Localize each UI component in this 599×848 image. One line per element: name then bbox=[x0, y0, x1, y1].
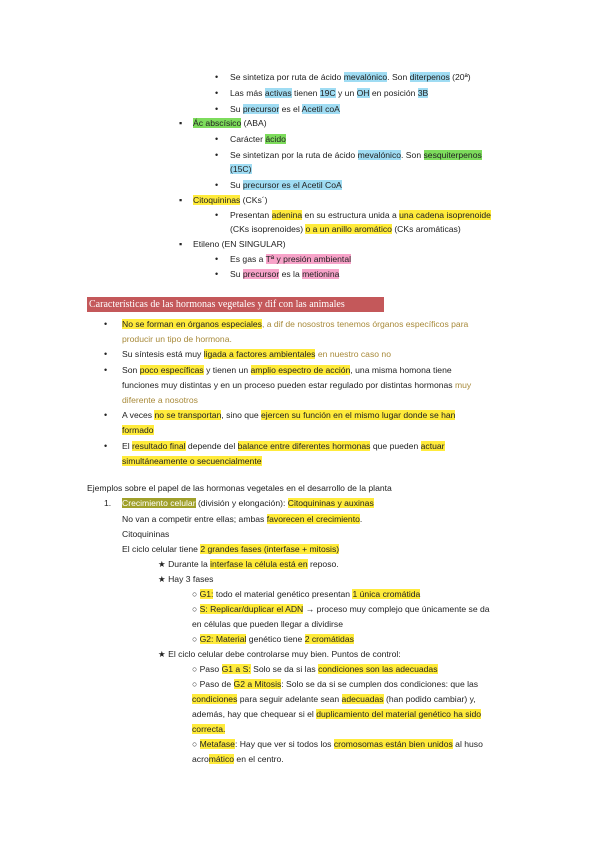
highlighted-text: precursor bbox=[242, 269, 280, 279]
highlighted-text: mevalónico bbox=[357, 150, 402, 160]
highlighted-text: actuar bbox=[420, 441, 445, 451]
text-run: reposo. bbox=[307, 559, 339, 569]
list-item bbox=[192, 708, 481, 720]
list-item bbox=[122, 348, 391, 360]
text-run: El bbox=[122, 441, 133, 451]
text-run: Carácter bbox=[230, 134, 266, 144]
highlighted-text: Acetil coA bbox=[301, 104, 340, 114]
highlighted-text: mevalónico bbox=[343, 72, 388, 82]
text-run: en posición bbox=[369, 88, 418, 98]
highlighted-text: OH bbox=[356, 88, 370, 98]
list-item bbox=[192, 588, 420, 600]
text-run: es el bbox=[279, 104, 302, 114]
highlighted-text: condiciones son las adecuadas bbox=[318, 664, 438, 674]
text-run: Ejemplos sobre el papel de las hormonas vegetales en el desarrollo de la planta bbox=[87, 483, 392, 493]
list-item bbox=[192, 603, 490, 615]
list-item bbox=[122, 333, 232, 345]
text-run: acro bbox=[192, 754, 209, 764]
list-item bbox=[230, 223, 461, 235]
text-run: además, hay que chequear si el bbox=[192, 709, 317, 719]
list-item bbox=[192, 738, 483, 750]
highlighted-text: simultáneamente o secuencialmente bbox=[122, 456, 262, 466]
text-run: (20ª) bbox=[449, 72, 471, 82]
text-run: No van a competir entre ellas; ambas bbox=[122, 514, 267, 524]
highlighted-text: producir un tipo de hormona. bbox=[122, 334, 232, 344]
text-run: Citoquininas bbox=[122, 529, 170, 539]
bullet: ▪ bbox=[179, 195, 183, 205]
paragraph bbox=[122, 513, 362, 525]
text-run: y un bbox=[335, 88, 357, 98]
highlighted-text: Citoquininas bbox=[193, 195, 241, 205]
list-item bbox=[230, 133, 286, 145]
text-run: en su estructura unida a bbox=[302, 210, 400, 220]
text-run: ★ Hay 3 fases bbox=[158, 574, 214, 584]
bullet: • bbox=[104, 349, 108, 359]
text-run: El ciclo celular tiene bbox=[122, 544, 201, 554]
highlighted-text: ligada a factores ambientales bbox=[203, 349, 316, 359]
text-run: Se sintetizan por la ruta de ácido bbox=[230, 150, 358, 160]
text-run: genético tiene bbox=[246, 634, 305, 644]
list-item bbox=[122, 424, 154, 436]
text-run: al huso bbox=[452, 739, 483, 749]
list-item bbox=[230, 179, 342, 191]
highlighted-text: muy bbox=[454, 380, 472, 390]
highlighted-text: precursor bbox=[242, 104, 280, 114]
highlighted-text: G1: bbox=[199, 589, 214, 599]
list-item bbox=[230, 209, 491, 221]
highlighted-text: 2 cromátidas bbox=[304, 634, 354, 644]
text-run: (CKs isoprenoides) bbox=[230, 224, 306, 234]
list-item bbox=[192, 633, 354, 645]
list-item bbox=[122, 409, 455, 421]
bullet: • bbox=[215, 88, 219, 98]
text-run: : Hay que ver si todos los bbox=[234, 739, 334, 749]
highlighted-text: duplicamiento del material genético ha sido bbox=[316, 709, 482, 719]
text-run: Etileno (EN SINGULAR) bbox=[193, 239, 286, 249]
text-run: (ABA) bbox=[241, 118, 267, 128]
text-run: Su bbox=[230, 269, 243, 279]
highlighted-text: en nuestro caso no bbox=[315, 349, 391, 359]
list-item bbox=[122, 318, 468, 330]
bullet: • bbox=[215, 180, 219, 190]
text-run: en células que pueden llegar a dividirse bbox=[192, 619, 343, 629]
highlighted-text: correcta. bbox=[192, 724, 226, 734]
list-item bbox=[122, 364, 452, 376]
list-item bbox=[192, 723, 225, 735]
highlighted-text: G2 a Mitosis bbox=[233, 679, 282, 689]
highlighted-text: diferente a nosotros bbox=[122, 395, 198, 405]
highlighted-text: poco específicas bbox=[139, 365, 204, 375]
list-item bbox=[230, 103, 340, 115]
text-run: . bbox=[359, 514, 363, 524]
highlighted-text: , a dif de nosostros tenemos órganos específicos para bbox=[261, 319, 469, 329]
highlighted-text: amplio espectro de acción bbox=[250, 365, 351, 375]
text-run: A veces bbox=[122, 410, 155, 420]
highlighted-text: Ác abscísico bbox=[193, 118, 242, 128]
list-item bbox=[192, 618, 343, 630]
list-item bbox=[192, 678, 478, 690]
bullet: • bbox=[215, 104, 219, 114]
highlighted-text: formado bbox=[122, 425, 154, 435]
text-run: tienen bbox=[291, 88, 320, 98]
text-run: ★ Durante la bbox=[158, 559, 211, 569]
list-item bbox=[192, 753, 284, 765]
text-run: Solo se da si las bbox=[250, 664, 319, 674]
list-item bbox=[158, 648, 401, 660]
bullet: • bbox=[215, 254, 219, 264]
text-run: Presentan bbox=[230, 210, 272, 220]
text-run: (CKs aromáticas) bbox=[391, 224, 461, 234]
list-item bbox=[192, 693, 476, 705]
highlighted-text: diterpenos bbox=[409, 72, 450, 82]
highlighted-text: interfase la célula está en bbox=[210, 559, 308, 569]
text-run: ○ bbox=[192, 589, 200, 599]
highlighted-text: adenina bbox=[271, 210, 303, 220]
text-run: ★ El ciclo celular debe controlarse muy bien. Puntos de control: bbox=[158, 649, 401, 659]
bullet: • bbox=[104, 319, 108, 329]
text-run: depende del bbox=[185, 441, 238, 451]
text-run: ○ bbox=[192, 604, 200, 614]
highlighted-text: G2: Material bbox=[199, 634, 247, 644]
bullet: ▪ bbox=[179, 118, 183, 128]
highlighted-text: S: Replicar/duplicar el ADN bbox=[199, 604, 304, 614]
highlighted-text: o a un anillo aromático bbox=[305, 224, 392, 234]
highlighted-text: ácido bbox=[265, 134, 286, 144]
highlighted-text: No se forman en órganos especiales bbox=[122, 319, 262, 329]
text-run: (han podido cambiar) y, bbox=[383, 694, 476, 704]
highlighted-text: Metafase bbox=[199, 739, 235, 749]
bullet: • bbox=[215, 134, 219, 144]
highlighted-text: Tª y presión ambiental bbox=[265, 254, 352, 264]
text-run: . Son bbox=[401, 150, 424, 160]
text-run: (división y elongación): bbox=[195, 498, 288, 508]
list-item bbox=[193, 194, 268, 206]
bullet: • bbox=[104, 410, 108, 420]
highlighted-text: precursor es el Acetil CoA bbox=[242, 180, 342, 190]
text-run: y tienen un bbox=[203, 365, 251, 375]
highlighted-text: G1 a S: bbox=[221, 664, 251, 674]
highlighted-text: mático bbox=[208, 754, 235, 764]
list-item bbox=[122, 394, 198, 406]
list-item bbox=[158, 558, 339, 570]
text-run: en el centro. bbox=[234, 754, 284, 764]
highlighted-text: 2 grandes fases (interfase + mitosis) bbox=[200, 544, 340, 554]
text-run: es la bbox=[279, 269, 303, 279]
list-item bbox=[192, 663, 438, 675]
highlighted-text: activas bbox=[264, 88, 292, 98]
text-run: Es gas a bbox=[230, 254, 266, 264]
highlighted-text: resultado final bbox=[132, 441, 186, 451]
highlighted-text: balance entre diferentes hormonas bbox=[237, 441, 371, 451]
text-run: Son bbox=[122, 365, 140, 375]
list-item bbox=[230, 71, 471, 83]
highlighted-text: ejercen su función en el mismo lugar donde se han bbox=[261, 410, 456, 420]
text-run: que pueden bbox=[370, 441, 421, 451]
highlighted-text: 19C bbox=[319, 88, 336, 98]
bullet: • bbox=[215, 269, 219, 279]
highlighted-text: no se transportan bbox=[154, 410, 222, 420]
highlighted-text: Crecimiento celular bbox=[122, 498, 196, 508]
bullet: • bbox=[215, 150, 219, 160]
highlighted-text: favorecen el crecimiento bbox=[266, 514, 360, 524]
text-run: (CKs´) bbox=[240, 195, 268, 205]
text-run: → proceso muy complejo que únicamente se da bbox=[303, 604, 490, 614]
text-run: Su síntesis está muy bbox=[122, 349, 204, 359]
list-item bbox=[230, 163, 252, 175]
highlighted-text: (15C) bbox=[230, 164, 252, 174]
text-run: todo el material genético presentan bbox=[213, 589, 353, 599]
text-run: Su bbox=[230, 180, 243, 190]
highlighted-text: metionina bbox=[302, 269, 340, 279]
text-run: ○ bbox=[192, 739, 200, 749]
list-item bbox=[193, 238, 286, 250]
list-item bbox=[122, 455, 262, 467]
list-item bbox=[230, 87, 428, 99]
highlighted-text: sesquiterpenos bbox=[423, 150, 482, 160]
list-item bbox=[230, 253, 351, 265]
text-run: ○ Paso bbox=[192, 664, 222, 674]
paragraph bbox=[122, 528, 169, 540]
text-run: para seguir adelante sean bbox=[237, 694, 342, 704]
list-item bbox=[230, 268, 339, 280]
bullet: • bbox=[104, 441, 108, 451]
text-run: Las más bbox=[230, 88, 265, 98]
text-run: Su bbox=[230, 104, 243, 114]
highlighted-text: cromosomas están bien unidos bbox=[333, 739, 453, 749]
highlighted-text: 3B bbox=[417, 88, 429, 98]
text-run: Se sintetiza por ruta de ácido bbox=[230, 72, 344, 82]
bullet: ▪ bbox=[179, 239, 183, 249]
text-run: ○ bbox=[192, 634, 200, 644]
list-number: 1. bbox=[104, 498, 112, 508]
list-item bbox=[122, 440, 445, 452]
text-run: . Son bbox=[387, 72, 410, 82]
text-run: : Solo se da si se cumplen dos condiciones: que las bbox=[281, 679, 479, 689]
bullet: • bbox=[215, 210, 219, 220]
paragraph bbox=[122, 543, 339, 555]
text-run: ○ Paso de bbox=[192, 679, 234, 689]
list-item bbox=[193, 117, 267, 129]
section-heading: Características de las hormonas vegetales y dif con las animales bbox=[87, 297, 384, 312]
highlighted-text: condiciones bbox=[192, 694, 238, 704]
highlighted-text: Citoquininas y auxinas bbox=[287, 498, 374, 508]
bullet: • bbox=[215, 72, 219, 82]
list-item bbox=[122, 497, 374, 509]
text-run: funciones muy distintas y en un proceso pueden estar regulado por distintas hormonas bbox=[122, 380, 455, 390]
highlighted-text: una cadena isoprenoide bbox=[399, 210, 491, 220]
bullet: • bbox=[104, 365, 108, 375]
list-item bbox=[122, 379, 471, 391]
highlighted-text: 1 única cromátida bbox=[352, 589, 421, 599]
text-run: , sino que bbox=[221, 410, 262, 420]
text-run: , una misma homona tiene bbox=[350, 365, 452, 375]
list-item bbox=[158, 573, 213, 585]
paragraph bbox=[87, 482, 392, 494]
highlighted-text: adecuadas bbox=[341, 694, 384, 704]
list-item bbox=[230, 149, 482, 161]
